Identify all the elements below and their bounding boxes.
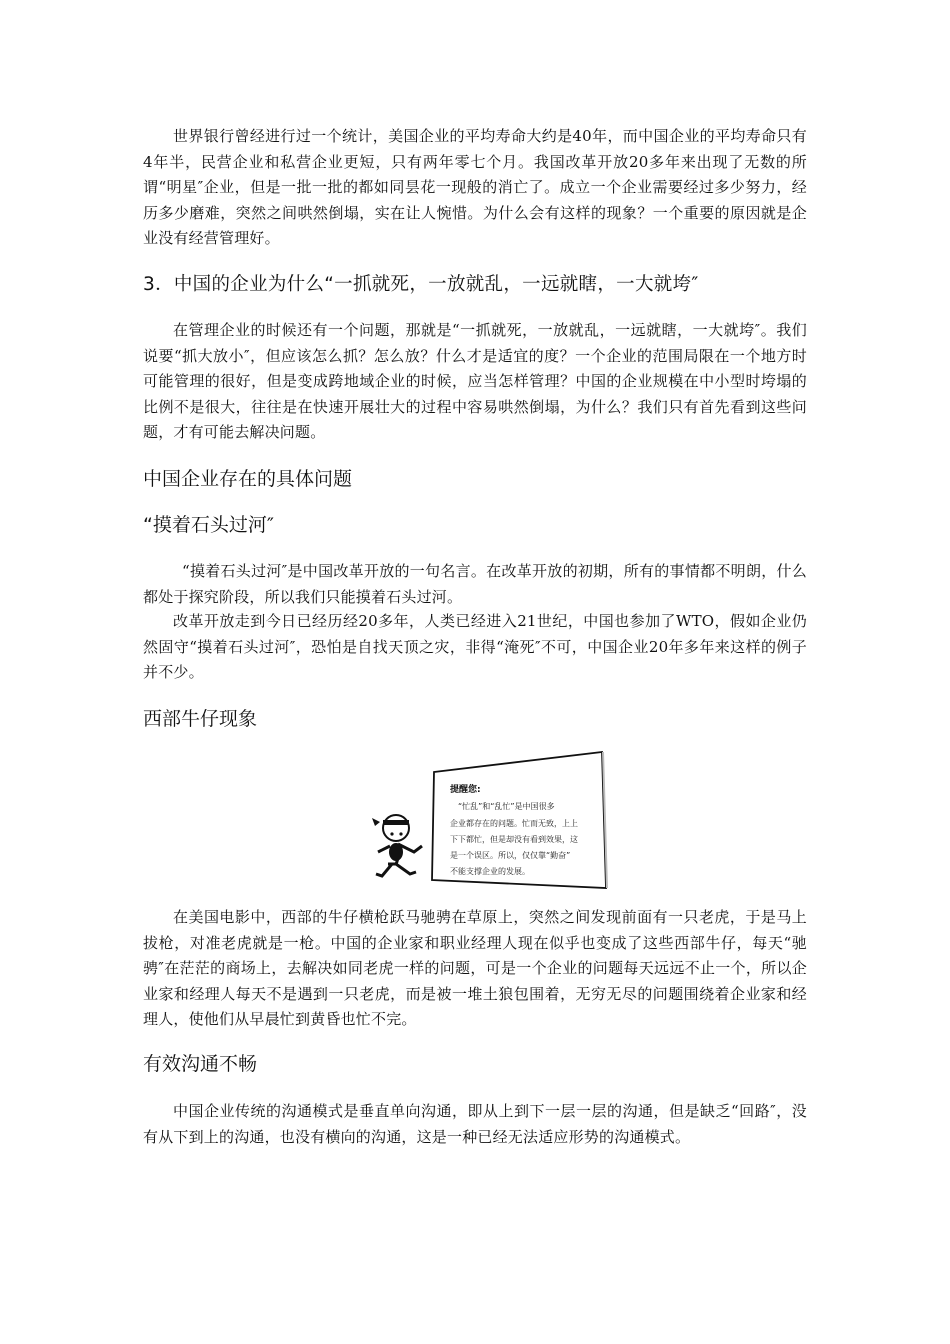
- paragraph-enterprise-lifespan: 世界银行曾经进行过一个统计，美国企业的平均寿命大约是40年，而中国企业的平均寿命只有4年半，民营企业和私营企业更短，只有两年零七个月。我国改革开放20多年来出现了无数的所谓“明星″企业，但是一批一批的都如同昙花一现般的消亡了。成立一个企业需要经过多少努力，经历多少磨难，突然之间哄然倒塌，实在让人惋惜。为什么会有这样的现象？一个重要的原因就是企业没有经营管理好。: [143, 127, 807, 247]
- note-line-3: 下下都忙，但是却没有看到效果，这: [450, 835, 578, 844]
- note-line-5: 不能支撑企业的发展。: [450, 867, 530, 876]
- paragraph-management-problem: 在管理企业的时候还有一个问题，那就是“一抓就死，一放就乱，一远就瞎，一大就垮″。我们说要“抓大放小″，但应该怎么抓？怎么放？什么才是适宜的度？一个企业的范围局限在一个地方时可能管理的很好，但是变成跨地域企业的时候，应当怎样管理？中国的企业规模在中小型时垮塌的比例不是很大，往往是在快速开展壮大的过程中容易哄然倒塌，为什么？我们只有首先看到这些问题，才有可能去解决问题。: [143, 321, 807, 441]
- paragraph-communication: 中国企业传统的沟通模式是垂直单向沟通，即从上到下一层一层的沟通，但是缺乏“回路″，没有从下到上的沟通，也没有横向的沟通，这是一种已经无法适应形势的沟通模式。: [143, 1102, 807, 1146]
- cartoon-runner-icon: [372, 815, 422, 876]
- note-title: 提醒您:: [450, 785, 481, 795]
- heading-specific-problems: 中国企业存在的具体问题: [143, 468, 353, 490]
- heading-communication: 有效沟通不畅: [143, 1053, 258, 1075]
- paragraph-crossing-river-2: 改革开放走到今日已经历经20多年，人类已经进入21世纪，中国也参加了WTO，假如企业仍然固守“摸着石头过河″，恐怕是自找天顶之灾，非得“淹死″不可，中国企业20年多年来这样的例子并不少。: [143, 612, 807, 681]
- reminder-note: [432, 752, 608, 888]
- heading-crossing-river: “摸着石头过河″: [143, 514, 274, 536]
- heading-cowboy-phenomenon: 西部牛仔现象: [143, 708, 258, 730]
- paragraph-crossing-river-1: “摸着石头过河″是中国改革开放的一句名言。在改革开放的初期，所有的事情都不明朗，什么都处于探究阶段，所以我们只能摸着石头过河。: [143, 562, 807, 606]
- reminder-illustration: [370, 748, 610, 894]
- note-line-2: 企业都存在的问题。忙而无致，上上: [450, 819, 578, 828]
- section-heading-3: 3．中国的企业为什么“一抓就死，一放就乱，一远就瞎，一大就垮″: [143, 274, 699, 295]
- note-line-1: “忙乱”和“乱忙”是中国很多: [458, 802, 555, 811]
- note-line-4: 是一个误区。所以，仅仅靠“勤奋”: [450, 851, 571, 860]
- paragraph-cowboy: 在美国电影中，西部的牛仔横枪跃马驰骋在草原上，突然之间发现前面有一只老虎，于是马上拔枪，对准老虎就是一枪。中国的企业家和职业经理人现在似乎也变成了这些西部牛仔，每天“驰骋″在茫茫的商场上，去解决如同老虎一样的问题，可是一个企业的问题每天远远不止一个，所以企业家和经理人每天不是遇到一只老虎，而是被一堆土狼包围着，无穷无尽的问题围绕着企业家和经理人，使他们从早晨忙到黄昏也忙不完。: [143, 908, 807, 1028]
